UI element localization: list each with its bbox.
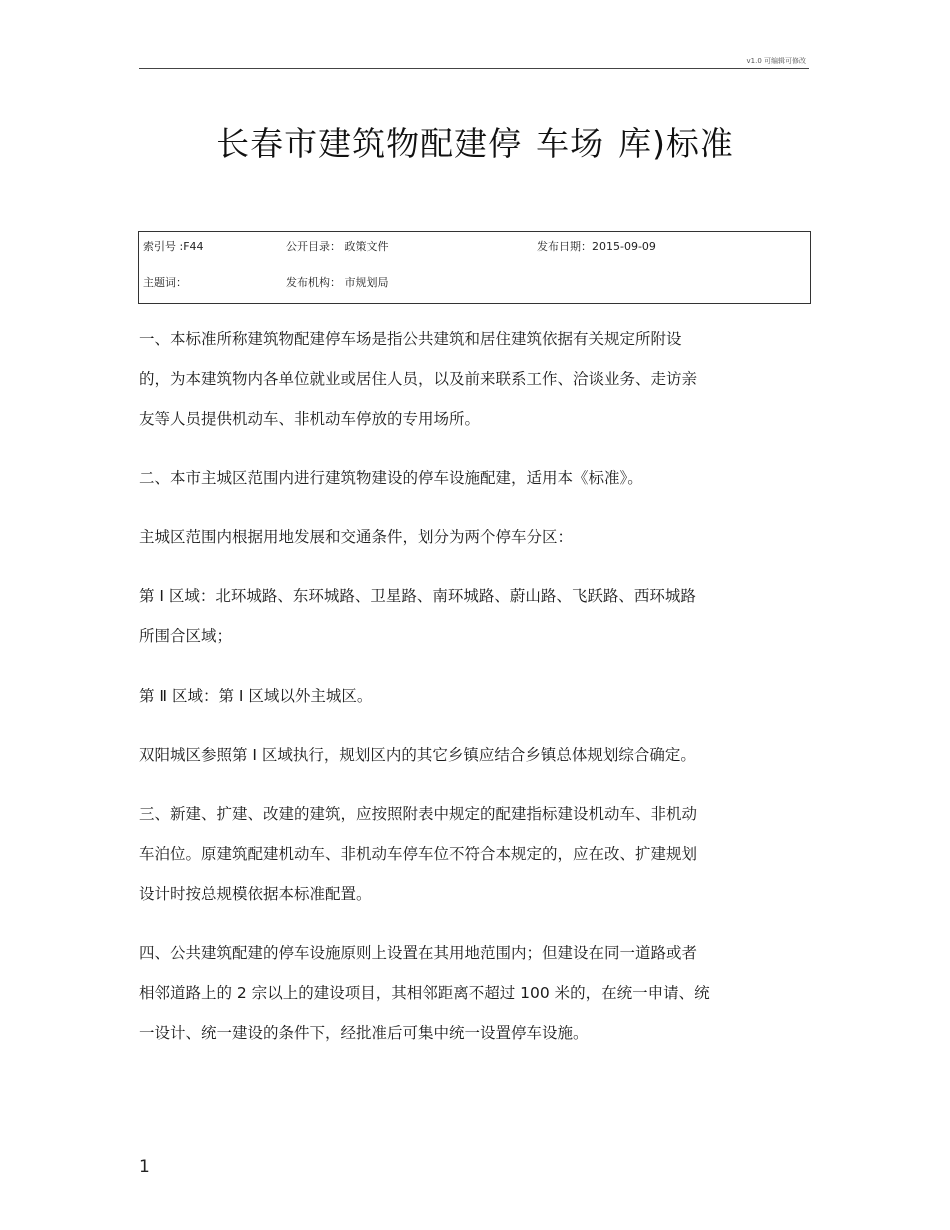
- meta-date-value: 2015-09-09: [592, 240, 656, 253]
- paragraph-8-line-3: 一设计、统一建设的条件下，经批准后可集中统一设置停车设施。: [139, 1024, 589, 1042]
- paragraph-4-line-1: 第 Ⅰ 区域：北环城路、东环城路、卫星路、南环城路、蔚山路、飞跃路、西环城路: [139, 587, 696, 605]
- title-part-1: 长春市建筑物配建停: [216, 124, 523, 163]
- paragraph-2: 二、本市主城区范围内进行建筑物建设的停车设施配建，适用本《标准》。: [139, 469, 643, 487]
- title-part-3: 库)标准: [618, 124, 734, 163]
- paragraph-5: 第 Ⅱ 区域：第 Ⅰ 区域以外主城区。: [139, 687, 373, 705]
- meta-catalog: [286, 238, 389, 254]
- paragraph-6: 双阳城区参照第 Ⅰ 区域执行，规划区内的其它乡镇应结合乡镇总体规划综合确定。: [139, 746, 696, 764]
- paragraph-7-line-1: 三、新建、扩建、改建的建筑，应按照附表中规定的配建指标建设机动车、非机动: [139, 805, 698, 823]
- meta-catalog-value: 政策文件: [344, 240, 389, 253]
- meta-catalog-label: 公开目录：: [286, 240, 341, 253]
- paragraph-7-line-3: 设计时按总规模依据本标准配置。: [139, 885, 372, 903]
- meta-date: [537, 238, 656, 254]
- paragraph-8-line-1: 四、公共建筑配建的停车设施原则上设置在其用地范围内；但建设在同一道路或者: [139, 944, 698, 962]
- meta-org-value: 市规划局: [344, 276, 389, 289]
- paragraph-3: 主城区范围内根据用地发展和交通条件，划分为两个停车分区：: [139, 528, 574, 546]
- meta-org: [286, 274, 389, 290]
- paragraph-8-line-2: 相邻道路上的 2 宗以上的建设项目，其相邻距离不超过 100 米的，在统一申请、统: [139, 984, 710, 1002]
- paragraph-1-line-1: 一、本标准所称建筑物配建停车场是指公共建筑和居住建筑依据有关规定所附设: [139, 330, 682, 348]
- meta-keyword: 主题词：: [143, 276, 187, 289]
- paragraph-1-line-3: 友等人员提供机动车、非机动车停放的专用场所。: [139, 410, 481, 428]
- paragraph-7-line-2: 车泊位。原建筑配建机动车、非机动车停车位不符合本规定的，应在改、扩建规划: [139, 845, 698, 863]
- header-version-note: v1.0 可编辑可修改: [746, 57, 806, 65]
- document-meta-box: [138, 231, 811, 304]
- document-title: [0, 118, 950, 165]
- header-divider: [139, 68, 809, 69]
- paragraph-1-line-2: 的，为本建筑物内各单位就业或居住人员，以及前来联系工作、洽谈业务、走访亲: [139, 370, 698, 388]
- paragraph-4-line-2: 所围合区域；: [139, 627, 233, 645]
- meta-index: 索引号 :F44: [143, 240, 204, 253]
- meta-org-label: 发布机构：: [286, 276, 341, 289]
- title-part-2: 车场: [536, 124, 605, 163]
- meta-date-label: 发布日期：: [537, 240, 592, 253]
- page-number: 1: [139, 1157, 150, 1177]
